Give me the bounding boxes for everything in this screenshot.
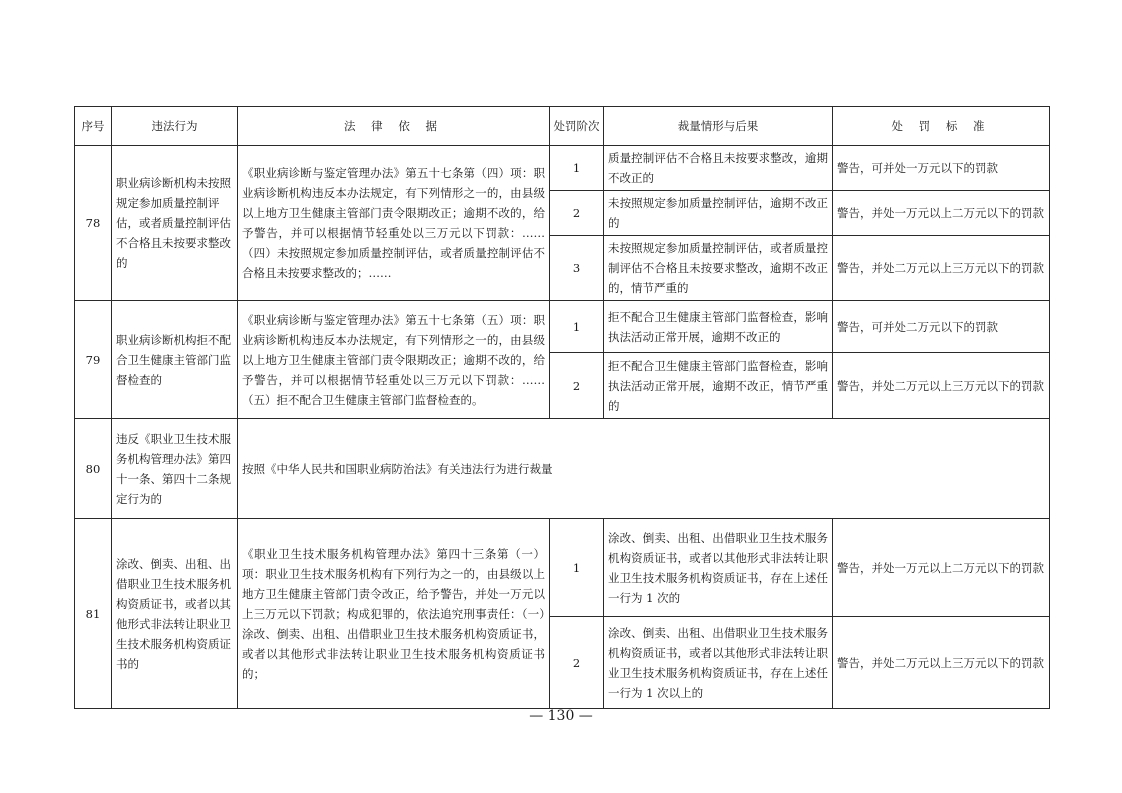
discretion-condition: 涂改、倒卖、出租、出借职业卫生技术服务机构资质证书，或者以其他形式非法转让职业卫生技术服务机构资质证书，存在上述任一行为 1 次的 (604, 519, 833, 617)
row-number: 80 (75, 419, 112, 519)
violation-text: 涂改、倒卖、出租、出借职业卫生技术服务机构资质证书，或者以其他形式非法转让职业卫生技术服务机构资质证书的 (112, 519, 238, 709)
penalty-stage: 3 (550, 236, 604, 301)
discretion-condition: 涂改、倒卖、出租、出借职业卫生技术服务机构资质证书，或者以其他形式非法转让职业卫生技术服务机构资质证书，存在上述任一行为 1 次以上的 (604, 617, 833, 709)
header-cond: 裁量情形与后果 (604, 107, 833, 146)
penalty-standard: 警告，可并处二万元以下的罚款 (833, 301, 1050, 353)
penalty-table (74, 106, 1050, 709)
penalty-standard: 警告，并处一万元以上二万元以下的罚款 (833, 191, 1050, 236)
violation-text: 违反《职业卫生技术服务机构管理办法》第四十一条、第四十二条规定行为的 (112, 419, 238, 519)
table-row (75, 301, 1050, 353)
header-num: 序号 (75, 107, 112, 146)
header-stage: 处罚阶次 (550, 107, 604, 146)
table-row (75, 419, 1050, 519)
violation-text: 职业病诊断机构拒不配合卫生健康主管部门监督检查的 (112, 301, 238, 419)
discretion-condition: 拒不配合卫生健康主管部门监督检查，影响执法活动正常开展，逾期不改正的 (604, 301, 833, 353)
discretion-condition: 未按照规定参加质量控制评估，逾期不改正的 (604, 191, 833, 236)
penalty-standard: 警告，可并处一万元以下的罚款 (833, 146, 1050, 191)
header-law: 法 律 依 据 (238, 107, 550, 146)
row-number: 81 (75, 519, 112, 709)
discretion-condition: 未按照规定参加质量控制评估，或者质量控制评估不合格且未按要求整改，逾期不改正的，情节严重的 (604, 236, 833, 301)
table-row (75, 146, 1050, 191)
penalty-stage: 1 (550, 519, 604, 617)
penalty-standard: 警告，并处一万元以上二万元以下的罚款 (833, 519, 1050, 617)
row-number: 78 (75, 146, 112, 301)
penalty-standard: 警告，并处二万元以上三万元以下的罚款 (833, 236, 1050, 301)
header-act: 违法行为 (112, 107, 238, 146)
penalty-standard: 警告，并处二万元以上三万元以下的罚款 (833, 353, 1050, 419)
page-number: — 130 — (529, 708, 593, 724)
penalty-stage: 2 (550, 617, 604, 709)
penalty-stage: 1 (550, 146, 604, 191)
reference-note: 按照《中华人民共和国职业病防治法》有关违法行为进行裁量 (238, 419, 1050, 519)
discretion-condition: 质量控制评估不合格且未按要求整改，逾期不改正的 (604, 146, 833, 191)
violation-text: 职业病诊断机构未按照规定参加质量控制评估，或者质量控制评估不合格且未按要求整改的 (112, 146, 238, 301)
table-header-row (75, 107, 1050, 146)
penalty-stage: 2 (550, 191, 604, 236)
table-row (75, 519, 1050, 617)
row-number: 79 (75, 301, 112, 419)
legal-basis: 《职业病诊断与鉴定管理办法》第五十七条第（四）项：职业病诊断机构违反本办法规定，有下列情形之一的，由县级以上地方卫生健康主管部门责令限期改正；逾期不改的，给予警告，并可以根据情节轻重处以三万元以下罚款：……（四）未按照规定参加质量控制评估，或者质量控制评估不合格且未按要求整改的；…… (238, 146, 550, 301)
legal-basis: 《职业卫生技术服务机构管理办法》第四十三条第（一）项：职业卫生技术服务机构有下列行为之一的，由县级以上地方卫生健康主管部门责令改正，给予警告，并处一万元以上三万元以下罚款；构成犯罪的，依法追究刑事责任：（一）涂改、倒卖、出租、出借职业卫生技术服务机构资质证书，或者以其他形式非法转让职业卫生技术服务机构资质证书的； (238, 519, 550, 709)
penalty-stage: 2 (550, 353, 604, 419)
header-std: 处 罚 标 准 (833, 107, 1050, 146)
penalty-standard: 警告，并处二万元以上三万元以下的罚款 (833, 617, 1050, 709)
discretion-condition: 拒不配合卫生健康主管部门监督检查，影响执法活动正常开展，逾期不改正，情节严重的 (604, 353, 833, 419)
legal-basis: 《职业病诊断与鉴定管理办法》第五十七条第（五）项：职业病诊断机构违反本办法规定，有下列情形之一的，由县级以上地方卫生健康主管部门责令限期改正；逾期不改的，给予警告，并可以根据情节轻重处以三万元以下罚款：……（五）拒不配合卫生健康主管部门监督检查的。 (238, 301, 550, 419)
penalty-stage: 1 (550, 301, 604, 353)
